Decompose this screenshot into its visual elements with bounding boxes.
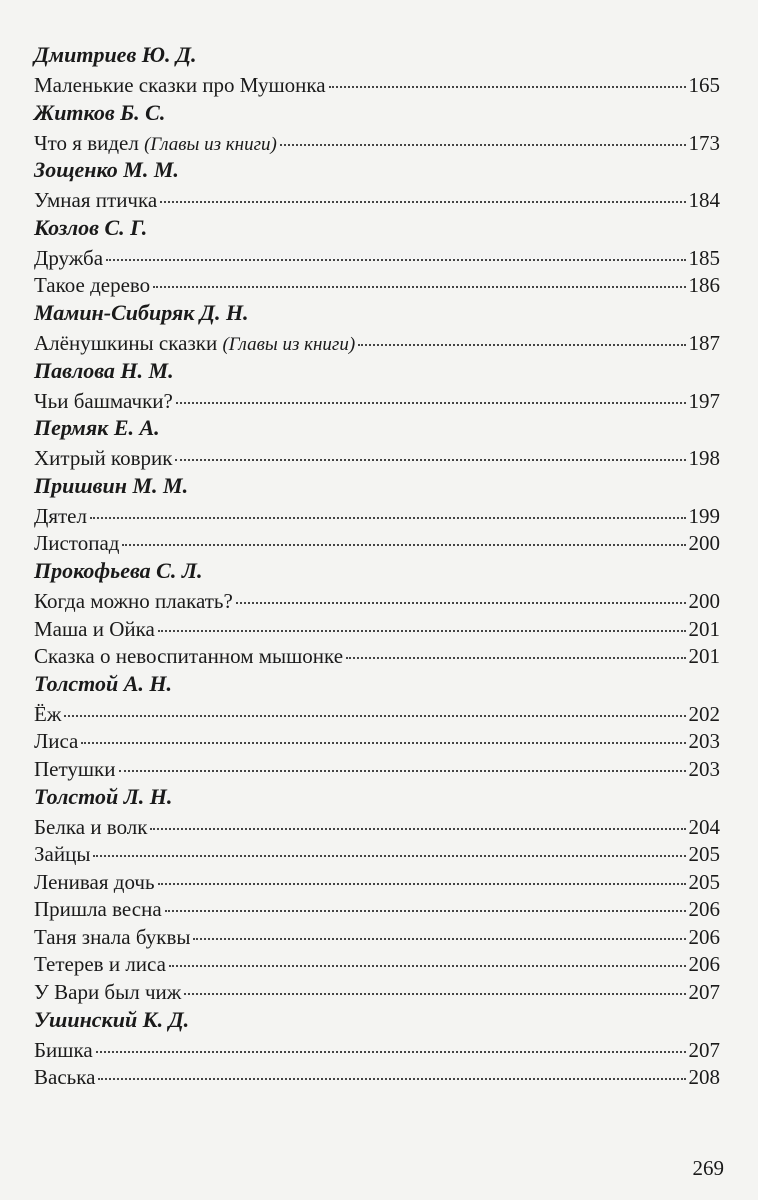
dot-leader	[160, 181, 685, 203]
toc-entry	[34, 977, 720, 1005]
entry-title	[34, 924, 190, 952]
dot-leader	[329, 66, 686, 88]
dot-leader	[346, 637, 685, 659]
entry-title-text: Хитрый коврик	[34, 446, 173, 471]
entry-note: (Главы из книги)	[144, 133, 277, 155]
entry-page-number: 198	[688, 446, 720, 471]
dot-leader	[119, 750, 686, 772]
dot-leader	[153, 266, 685, 288]
entry-title	[34, 951, 166, 979]
author-heading: Житков Б. С.	[34, 99, 166, 125]
entry-page-number: 187	[688, 330, 720, 355]
entry-title-text: Когда можно плакать?	[34, 588, 233, 613]
author-heading: Павлова Н. М.	[34, 357, 174, 383]
author-heading: Пришвин М. М.	[34, 472, 189, 498]
toc-entry	[34, 443, 720, 471]
entry-page-number: 201	[688, 644, 720, 669]
toc-entry	[34, 185, 720, 213]
toc-entry	[34, 1062, 720, 1090]
entry-page-number: 200	[688, 588, 720, 613]
author-heading: Козлов С. Г.	[34, 214, 148, 240]
entry-page-number: 207	[688, 1037, 720, 1062]
dot-leader	[358, 324, 685, 346]
dot-leader	[90, 497, 686, 519]
dot-leader	[193, 918, 685, 940]
entry-title	[34, 187, 157, 215]
dot-leader	[184, 973, 685, 995]
entry-title	[34, 728, 78, 756]
dot-leader	[98, 1058, 685, 1080]
entry-title	[34, 979, 181, 1007]
entry-title	[34, 530, 119, 558]
entry-title	[34, 445, 172, 473]
entry-title-text: У Вари был чиж	[34, 980, 182, 1005]
entry-title	[34, 869, 155, 897]
entry-title	[34, 896, 162, 924]
entry-title	[34, 701, 61, 729]
entry-title	[34, 1037, 93, 1065]
entry-title-text: Пришла весна	[34, 897, 162, 922]
entry-title-text: Ленивая дочь	[34, 869, 155, 894]
entry-title	[34, 643, 343, 671]
entry-title-text: Сказка о невоспитанном мышонке	[34, 644, 344, 669]
entry-page-number: 206	[688, 924, 720, 949]
author-heading: Дмитриев Ю. Д.	[34, 42, 197, 67]
toc-entry	[34, 128, 720, 156]
toc-entry	[34, 641, 720, 669]
entry-title	[34, 130, 277, 159]
toc-entry	[34, 386, 720, 414]
entry-title-text: Тетерев и лиса	[34, 952, 166, 977]
entry-page-number: 203	[688, 729, 720, 754]
entry-title-text: Маша и Ойка	[34, 616, 155, 641]
toc-entry	[34, 754, 720, 782]
entry-title-text: Что я видел	[34, 130, 139, 155]
toc-entry	[34, 528, 720, 556]
dot-leader	[106, 239, 685, 261]
entry-page-number: 197	[688, 388, 720, 413]
entry-title-text: Маленькие сказки про Мушонка	[34, 73, 326, 97]
dot-leader	[165, 890, 686, 912]
dot-leader	[236, 582, 686, 604]
entry-title	[34, 616, 155, 644]
dot-leader	[175, 439, 685, 461]
entry-title-text: Умная птичка	[34, 188, 158, 213]
dot-leader	[81, 722, 685, 744]
entry-title	[34, 388, 173, 416]
entry-page-number: 204	[688, 814, 720, 839]
entry-title-text: Ёж	[34, 701, 62, 726]
entry-title	[34, 245, 103, 273]
author-heading: Толстой А. Н.	[34, 670, 172, 696]
dot-leader	[96, 1031, 686, 1053]
entry-page-number: 199	[688, 503, 720, 528]
dot-leader	[150, 808, 685, 830]
toc-entry	[34, 70, 720, 98]
dot-leader	[169, 945, 686, 967]
dot-leader	[122, 524, 685, 546]
entry-page-number: 165	[688, 73, 720, 97]
entry-page-number: 205	[688, 869, 720, 894]
entry-page-number: 185	[688, 245, 720, 270]
dot-leader	[176, 382, 686, 404]
entry-page-number: 206	[688, 952, 720, 977]
author-heading: Зощенко М. М.	[34, 157, 179, 183]
entry-page-number: 203	[688, 756, 720, 781]
author-heading: Мамин-Сибиряк Д. Н.	[34, 299, 249, 325]
author-heading: Толстой Л. Н.	[34, 783, 173, 809]
entry-title	[34, 503, 87, 531]
entry-page-number: 208	[688, 1065, 720, 1090]
entry-page-number: 201	[688, 616, 720, 641]
entry-title	[34, 756, 116, 784]
entry-title-text: Белка и волк	[34, 814, 148, 839]
entry-title-text: Дятел	[34, 503, 87, 528]
entry-page-number: 206	[688, 897, 720, 922]
dot-leader	[64, 695, 685, 717]
dot-leader	[93, 835, 685, 857]
author-heading: Пермяк Е. А.	[34, 415, 160, 441]
entry-title-text: Васька	[34, 1065, 96, 1090]
entry-title-text: Таня знала буквы	[34, 924, 191, 949]
entry-page-number: 205	[688, 842, 720, 867]
author-heading: Прокофьева С. Л.	[34, 557, 203, 583]
table-of-contents	[34, 40, 720, 1090]
entry-title-text: Чьи башмачки?	[34, 388, 173, 413]
entry-title-text: Такое дерево	[34, 273, 151, 298]
entry-title-text: Бишка	[34, 1037, 93, 1062]
entry-title-text: Зайцы	[34, 842, 91, 867]
entry-title-text: Листопад	[34, 531, 120, 556]
dot-leader	[280, 124, 686, 146]
page-number: 269	[692, 1156, 724, 1180]
entry-page-number: 202	[688, 701, 720, 726]
dot-leader	[158, 610, 686, 632]
entry-page-number: 173	[688, 130, 720, 155]
dot-leader	[158, 863, 686, 885]
entry-title-text: Лиса	[34, 729, 79, 754]
entry-note: (Главы из книги)	[222, 333, 356, 355]
toc-entry	[34, 328, 720, 356]
entry-page-number: 200	[688, 531, 720, 556]
entry-page-number: 207	[688, 980, 720, 1005]
author-heading: Ушинский К. Д.	[34, 1006, 190, 1032]
entry-title-text: Алёнушкины сказки	[34, 330, 218, 355]
toc-entry	[34, 270, 720, 298]
entry-page-number: 186	[688, 273, 720, 298]
entry-title	[34, 72, 326, 100]
entry-title-text: Дружба	[34, 245, 104, 270]
entry-page-number: 184	[688, 188, 720, 213]
entry-title	[34, 330, 355, 359]
entry-title-text: Петушки	[34, 756, 116, 781]
entry-title	[34, 272, 150, 300]
entry-title	[34, 1064, 95, 1092]
entry-title	[34, 841, 90, 869]
